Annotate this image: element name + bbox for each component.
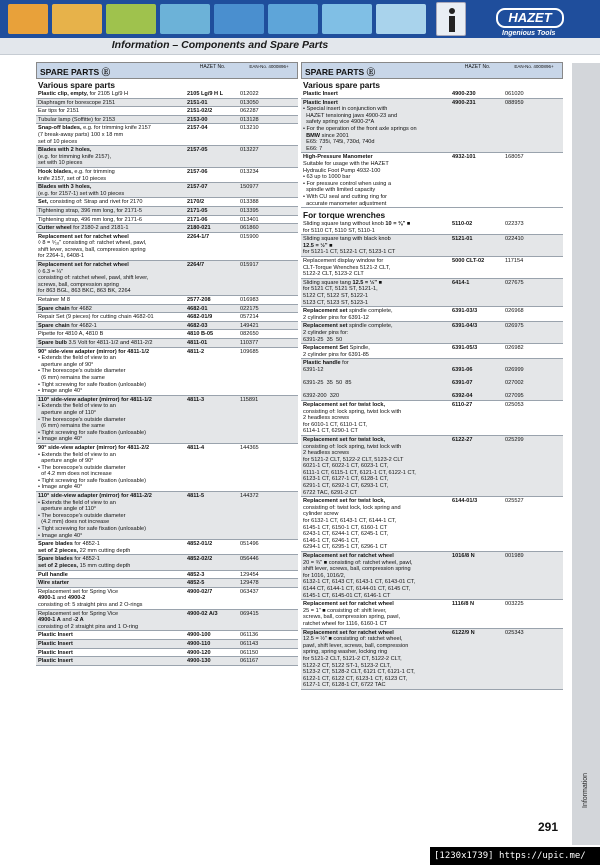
table-row [36, 649, 298, 658]
row-ean: 016983 [240, 297, 259, 304]
table-row [36, 313, 298, 322]
table-row [36, 90, 298, 99]
row-ean: 109685 [240, 348, 259, 355]
row-ean: 115891 [240, 396, 259, 403]
row-ean: 082650 [240, 331, 259, 338]
table-row [36, 640, 298, 649]
header-title: SPARE PARTS Ⓔ [305, 67, 376, 77]
page-title: Information – Components and Spare Parts [111, 39, 329, 51]
row-description: 90° side-view adapter (mirror) for 4811-2/2 • Extends the field of view to an aperture angle of 90° • The borescope's outside diameter of 4.2 mm does not increase • Tight screwing for safe fixation (unlosable) • Image angle 40° [38, 444, 150, 491]
table-row [36, 396, 298, 444]
table-row [301, 552, 563, 600]
row-description: Replacement set for ratchet wheel 20 = ¾" ■ consisting of: ratchet wheel, pawl, shift lever, screws, ball, compression spring for 1016, 1016/2, 6132-1 CT, 6143 CT, 6143-1 CT, 6143-01 CT, 6144 CT, 6144-1 CT, 6144-01 CT, 6145 CT, 6145-1 CT, 6145-01 CT, 6146-1 CT [303, 553, 416, 599]
row-part-number: 2264-1/7 [187, 233, 210, 240]
row-ean: 129478 [240, 580, 259, 587]
row-part-number: 4852-02/2 [187, 556, 213, 563]
row-description: High-Pressure Manometer Suitable for usage with the HAZET Hydraulic Foot Pump 4932-100 • 63 up to 1000 bar • For pressure control when using a spindle with limited capacity • With CU seal and cutting ring for accurate manometer adjustment [303, 154, 392, 207]
row-description: Tightening strap, 496 mm long, for 2171-6 [38, 216, 142, 223]
table-header [36, 62, 298, 79]
row-ean: 144365 [240, 444, 259, 451]
table-row [301, 220, 563, 235]
row-ean: 061860 [240, 225, 259, 232]
row-part-number: 2171-05 [187, 207, 208, 214]
table-row [301, 600, 563, 628]
row-description: Wire starter [38, 580, 70, 587]
row-description: Replacement Set Spindle, 2 cylinder pins for 6391-85 [303, 345, 370, 358]
row-ean: 026982 [505, 345, 524, 352]
row-description: Replacement set for Spring Vice 4900-1 A and -2 A consisting of 2 straight pins and 1 O-ring [38, 610, 139, 630]
row-description: Plastic Insert [38, 658, 73, 665]
table-row [301, 99, 563, 154]
row-part-number: 4900-230 [452, 91, 476, 97]
row-part-number: 4900-120 [187, 649, 211, 656]
row-ean: 061150 [240, 649, 259, 656]
table-row [36, 348, 298, 396]
row-description: Plastic Insert [303, 91, 338, 97]
row-part-number: 4811-2 [187, 348, 205, 355]
row-description: Replacement set for ratchet wheel 25 = 1" ■ consisting of: shift lever, screws, ball, compression spring, pawl, ratchet wheel for 1116, 6160-1 CT [303, 601, 400, 627]
row-ean: 015917 [240, 262, 259, 269]
header-ean: EAN-No. 4000896+ [514, 64, 554, 69]
row-ean: 117154 [505, 258, 524, 265]
row-description: Replacement set for ratchet wheel 12.5 = ½" ■ consisting of: ratchet wheel, pawl, shift lever, screws, ball, compression spring, spring washer, locking ring for 5121-2 CLT, 5121-2 CT, 5122-2 CLT, 5122-2 CT, 5122 ST-1, 5123-2 CLT, 5123-2 CT, 5128-2 CLT, 6121 CT, 6121-1 CT, 6122-1 CT, 6122 CT, 6123-1 CT, 6123 CT, 6127-1 CT, 6128-1 CT, 6722 TAC [303, 629, 415, 689]
row-part-number: 2151-02/2 [187, 108, 213, 115]
row-part-number: 2170/2 [187, 199, 205, 206]
row-ean: 026999 027002 027095 [505, 366, 524, 400]
table-row [36, 168, 298, 183]
row-part-number: 2157-07 [187, 184, 208, 191]
row-description: Snap-off blades, e.g. for trimming knife 2157 (7 break-away parts) 100 x 18 mm set of 10 pieces [38, 125, 151, 145]
category-icon-5[interactable] [214, 4, 264, 34]
row-ean: 013401 [240, 216, 259, 223]
row-description: Plastic handle for 6391-12 6391-25 35 50 85 6392-200 320 [303, 360, 352, 400]
row-part-number: 6391-03/3 [452, 308, 478, 315]
row-ean: 061167 [240, 658, 259, 665]
row-description: Repair Set (9 pieces) for cutting chain 4682-01 [38, 314, 154, 321]
header-ean: EAN-No. 4000896+ [249, 64, 289, 69]
row-part-number: 6391-04/3 [452, 323, 478, 330]
row-part-number: 4852-5 [187, 580, 205, 587]
table-row [36, 116, 298, 125]
row-ean: 001989 [505, 553, 524, 559]
row-description: Hook blades, e.g. for trimming knife 2157, set of 10 pieces [38, 168, 115, 182]
table-row [36, 296, 298, 305]
row-part-number: 2157-04 [187, 125, 208, 132]
row-part-number: 6110-27 [452, 401, 473, 408]
row-description: Replacement set for ratchet wheel ◊ 8 = ⁵⁄₁₆" consisting of: ratchet wheel, pawl, shift lever, screws, ball, compression spring for 2264-1, 6408-1 [38, 233, 147, 260]
hazet-logo: HAZET [496, 8, 564, 28]
row-part-number: 4810 B-05 [187, 331, 214, 338]
table-row [36, 261, 298, 296]
row-description: Tightening strap, 396 mm long, for 2171-5 [38, 207, 142, 214]
row-part-number: 6391-05/3 [452, 345, 478, 352]
row-ean: 022373 [505, 221, 524, 228]
left-column [36, 62, 298, 666]
row-description: Set, consisting of: Strap and rivet for 2170 [38, 199, 143, 206]
category-icon-4[interactable] [160, 4, 210, 34]
top-banner [0, 0, 600, 38]
row-part-number: 4811-4 [187, 444, 205, 451]
row-ean: 013395 [240, 207, 259, 214]
row-ean: 025343 [505, 629, 524, 636]
header-no: HAZET No. [199, 64, 226, 70]
row-description: Replacement set for ratchet wheel ◊ 6.3 = ¼" consisting of: ratchet wheel, pawl, shift lever, screws, ball, compression spring for 863 BGL, 863 BKC, 863 BK, 2264 [38, 262, 149, 295]
row-ean: 168057 [505, 154, 524, 161]
row-part-number: 1016/8 N [452, 553, 475, 559]
header-title: SPARE PARTS Ⓔ [40, 67, 111, 77]
row-ean: 129454 [240, 571, 259, 578]
table-row [36, 146, 298, 168]
table-row [36, 124, 298, 146]
row-part-number: 2171-06 [187, 216, 208, 223]
table-row [301, 257, 563, 279]
row-part-number: 5000 CLT-02 [452, 258, 485, 265]
category-icon-8[interactable] [376, 4, 426, 34]
row-part-number: 4932-101 [452, 154, 476, 161]
row-part-number: 4682-01/9 [187, 314, 213, 321]
table-row [36, 610, 298, 632]
row-description: Spare chain for 4682 [38, 305, 92, 312]
row-part-number: 2264/7 [187, 262, 205, 269]
row-description: Tubular lamp (Soffitte) for 2153 [38, 116, 116, 123]
row-part-number: 4900-02 A/3 [187, 610, 218, 617]
row-part-number: 2157-05 [187, 147, 208, 154]
table-row [301, 436, 563, 497]
table-row [36, 579, 298, 588]
table-row [36, 571, 298, 580]
row-part-number: 4900-100 [187, 632, 211, 639]
row-part-number: 2105 Lg/9 H L [187, 91, 224, 97]
row-description: Pull handle [38, 571, 68, 578]
row-part-number: 6144-01/3 [452, 498, 478, 505]
row-part-number: 2153-00 [187, 116, 208, 123]
side-tab[interactable] [572, 63, 600, 845]
row-ean: 025527 [505, 498, 524, 505]
row-ean: 025299 [505, 436, 524, 443]
table-row [36, 183, 298, 198]
table-row [36, 224, 298, 233]
row-ean: 013388 [240, 199, 259, 206]
table-row [301, 153, 563, 208]
row-ean: 013210 [240, 125, 259, 132]
information-icon[interactable] [436, 2, 466, 36]
row-ean: 022175 [240, 305, 259, 312]
page-title-bar [0, 38, 600, 55]
row-ean: 013234 [240, 168, 259, 175]
row-ean: 015900 [240, 233, 259, 240]
table-row [36, 233, 298, 261]
row-description: Replacement set for Spring Vice 4900-1 and 4900-2 consisting of: 5 straight pins and 2 O-rings [38, 588, 143, 608]
side-tab-label: Information [582, 772, 589, 808]
row-description: Plastic Insert • Special insert in conjunction with HAZET tensioning jaws 4900-23 and safety spring vice 4900-2*A • For the operation of the front axle springs on BMW since 2001 E65: 735i, 745i, 730d, 740d E66: 7 [303, 99, 417, 152]
row-description: Plastic clip, empty, for 2105 Lg/9 H [38, 91, 129, 97]
row-description: Blades with 3 holes, (e.g. for 2157-1) set with 10 pieces [38, 184, 125, 197]
row-ean: 051496 [240, 541, 259, 548]
table-row [301, 307, 563, 322]
row-ean: 057214 [240, 314, 259, 321]
row-part-number: 4682-01 [187, 305, 208, 312]
row-part-number: 4900-02/7 [187, 588, 213, 595]
table-row [36, 99, 298, 108]
table-row [301, 401, 563, 436]
row-description: Spare bulb 3.5 Volt for 4811-1/2 and 4811-2/2 [38, 340, 153, 346]
row-part-number: 2180-021 [187, 225, 211, 232]
row-ean: 012022 [240, 91, 259, 97]
row-description: Replacement set spindle complete, 2 cylinder pins for 6391-12 [303, 308, 393, 321]
row-part-number: 4900-130 [187, 658, 211, 665]
row-description: 110° side-view adapter (mirror) for 4811-2/2 • Extends the field of view to an aperture angle of 110° • The borescope's outside diameter (4.2 mm) does not increase • Tight screwing for safe fixation (unlosable) • Image angle 40° [38, 493, 152, 539]
row-part-number: 1116/8 N [452, 601, 475, 608]
row-part-number: 6414-1 [452, 279, 470, 286]
row-description: Diaphragm for borescope 2151 [38, 99, 116, 106]
row-description: Sliding square tang without knob 10 = ⅜" ■ for 5110 CT, 5110 ST, 5110-1 [303, 221, 411, 234]
row-description: Pipette for 4810 A, 4810 B [38, 331, 104, 338]
table-row [301, 235, 563, 257]
row-ean: 062287 [240, 108, 259, 115]
table-row [301, 359, 563, 401]
table-row [36, 305, 298, 314]
row-part-number: 4900-110 [187, 640, 211, 647]
table-row [36, 588, 298, 610]
row-ean: 013227 [240, 147, 259, 154]
table-row [301, 90, 563, 99]
section-heading: Various spare parts [38, 80, 116, 90]
row-part-number: 5110-02 [452, 221, 473, 228]
table-row [36, 339, 298, 348]
row-ean: 003225 [505, 601, 524, 608]
table-row [301, 322, 563, 344]
source-footer: [1230x1739] https://upic.me/ [430, 847, 600, 865]
row-description: Spare blades for 4852-1 set of 2 pieces, 15 mm cutting depth [38, 556, 131, 569]
row-part-number: 2577-208 [187, 297, 211, 304]
row-description: Cutter wheel for 2180-2 and 2181-1 [38, 225, 129, 232]
row-ean: 069415 [240, 610, 259, 617]
logo-tagline: Ingenious Tools [502, 30, 556, 37]
row-ean: 063437 [240, 588, 259, 595]
row-description: Replacement set for twist lock, consisting of: lock spring, twist lock with 2 headless screws for 5121-2 CLT, 5122-2 CLT, 5123-2 CLT 6021-1 CT, 6022-1 CT, 6023-1 CT, 6111-1 CT, 6115-1 CT, 6121-1 CT, 6122-1 CT, 6123-1 CT, 6127-1 CT, 6128-1 CT, 6291-1 CT, 6292-1 CT, 6293-1 CT, 6722 TAC, 6291-2 CT [303, 436, 416, 496]
table-row [301, 279, 563, 307]
table-row [36, 444, 298, 492]
row-description: Spare chain for 4682-1 [38, 322, 97, 329]
category-icon-6[interactable] [268, 4, 318, 34]
row-ean: 110377 [240, 340, 259, 346]
row-ean: 061020 [505, 91, 524, 97]
row-part-number: 4852-3 [187, 571, 205, 578]
row-description: Replacement display window for CLT-Torque Wrenches 5121-2 CLT, 5122-2 CLT, 5123-2 CLT [303, 258, 391, 278]
table-row [36, 216, 298, 225]
header-no: HAZET No. [464, 64, 491, 70]
table-row [36, 207, 298, 216]
row-part-number: 6122-27 [452, 436, 473, 443]
category-icon-2[interactable] [52, 4, 102, 34]
row-description: Sliding square tang 12.5 = ½" ■ for 5121 CT, 5121 ST, 5121-1, 5122 CT, 5122 ST, 5122-1 5123 CT, 5123 ST, 5123-1 [303, 279, 382, 306]
page-number: 291 [538, 820, 559, 834]
row-part-number: 4811-3 [187, 396, 205, 403]
row-description: 110° side-view adapter (mirror) for 4811-1/2 • Extends the field of view to an aperture angle of 110° • The borescope's outside diameter (6 mm) remains the same • Tight screwing for safe fixation (unlosable) • Image angle 40° [38, 396, 152, 443]
table-row [301, 629, 563, 690]
row-part-number: 2151-01 [187, 99, 208, 106]
table-row [301, 497, 563, 552]
row-ean: 061143 [240, 640, 259, 647]
row-description: Plastic Insert [38, 640, 73, 647]
row-description: Sliding square tang with black knob 12.5 = ½" ■ for 5121-1 CT, 5122-1 CT, 5123-1 CT [303, 236, 396, 256]
row-ean: 025053 [505, 401, 524, 408]
row-part-number: 4811-5 [187, 493, 205, 500]
row-description: Replacement set spindle complete, 2 cylinder pins for: 6391-25 35 50 [303, 323, 393, 343]
row-ean: 056446 [240, 556, 259, 563]
table-row [36, 540, 298, 555]
row-description: Replacement set for twist lock, consisting of: twist lock, lock spring and cylinder screw for 6132-1 CT, 6143-1 CT, 6144-1 CT, 6145-1 CT, 6150-1 CT, 6160-1 CT 6243-1 CT, 6244-1 CT, 6245-1 CT, 6146-1 CT, 6246-1 CT, 6294-1 CT, 6295-1 CT, 6296-1 CT [303, 498, 401, 551]
table-row [36, 330, 298, 339]
row-ean: 022410 [505, 236, 524, 243]
row-ean: 144372 [240, 493, 259, 500]
category-icon-7[interactable] [322, 4, 372, 34]
section-heading-torque: For torque wrenches [303, 210, 386, 221]
section-heading: Various spare parts [303, 80, 381, 90]
row-ean: 149421 [240, 322, 259, 329]
row-part-number: 2157-06 [187, 168, 208, 175]
row-description: Ear tips for 2151 [38, 108, 80, 115]
row-ean: 027675 [505, 279, 524, 286]
row-part-number: 6391-06 6391-07 6392-04 [452, 366, 473, 400]
row-description: Plastic Insert [38, 632, 73, 639]
table-row [301, 344, 563, 359]
row-ean: 061136 [240, 632, 259, 639]
table-row [36, 107, 298, 116]
row-description: Plastic Insert [38, 649, 73, 656]
row-ean: 150977 [240, 184, 259, 191]
row-ean: 013050 [240, 99, 259, 106]
table-header [301, 62, 563, 79]
row-description: Blades with 2 holes, (e.g. for trimming knife 2157), set with 10 pieces [38, 147, 112, 167]
table-row [36, 555, 298, 570]
table-row [36, 631, 298, 640]
right-column [301, 62, 563, 690]
row-ean: 026975 [505, 323, 524, 330]
row-part-number: 4900-231 [452, 99, 476, 106]
row-ean: 026968 [505, 308, 524, 315]
row-ean: 013128 [240, 116, 259, 123]
row-ean: 088959 [505, 99, 524, 106]
table-row [36, 657, 298, 666]
row-part-number: 4852-01/2 [187, 541, 213, 548]
row-description: 90° side-view adapter (mirror) for 4811-1/2 • Extends the field of view to an aperture angle of 90° • The borescope's outside diameter (6 mm) remains the same • Tight screwing for safe fixation (unlosable) • Image angle 40° [38, 348, 150, 395]
row-part-number: 5121-01 [452, 236, 473, 243]
category-icon-1[interactable] [8, 4, 48, 34]
table-row [36, 198, 298, 207]
row-part-number: 6122/9 N [452, 629, 475, 636]
row-description: Retainer M 8 [38, 297, 71, 304]
row-description: Replacement set for twist lock, consisting of: lock spring, twist lock with 2 headless screws for 6010-1 CT, 6110-1 CT, 6114-1 CT, 6290-1 CT [303, 401, 402, 435]
row-part-number: 4682-03 [187, 322, 208, 329]
row-description: Spare blades for 4852-1 set of 2 pieces, 22 mm cutting depth [38, 541, 131, 554]
category-icon-3[interactable] [106, 4, 156, 34]
row-part-number: 4811-01 [187, 340, 208, 346]
table-row [36, 492, 298, 540]
table-row [36, 322, 298, 331]
